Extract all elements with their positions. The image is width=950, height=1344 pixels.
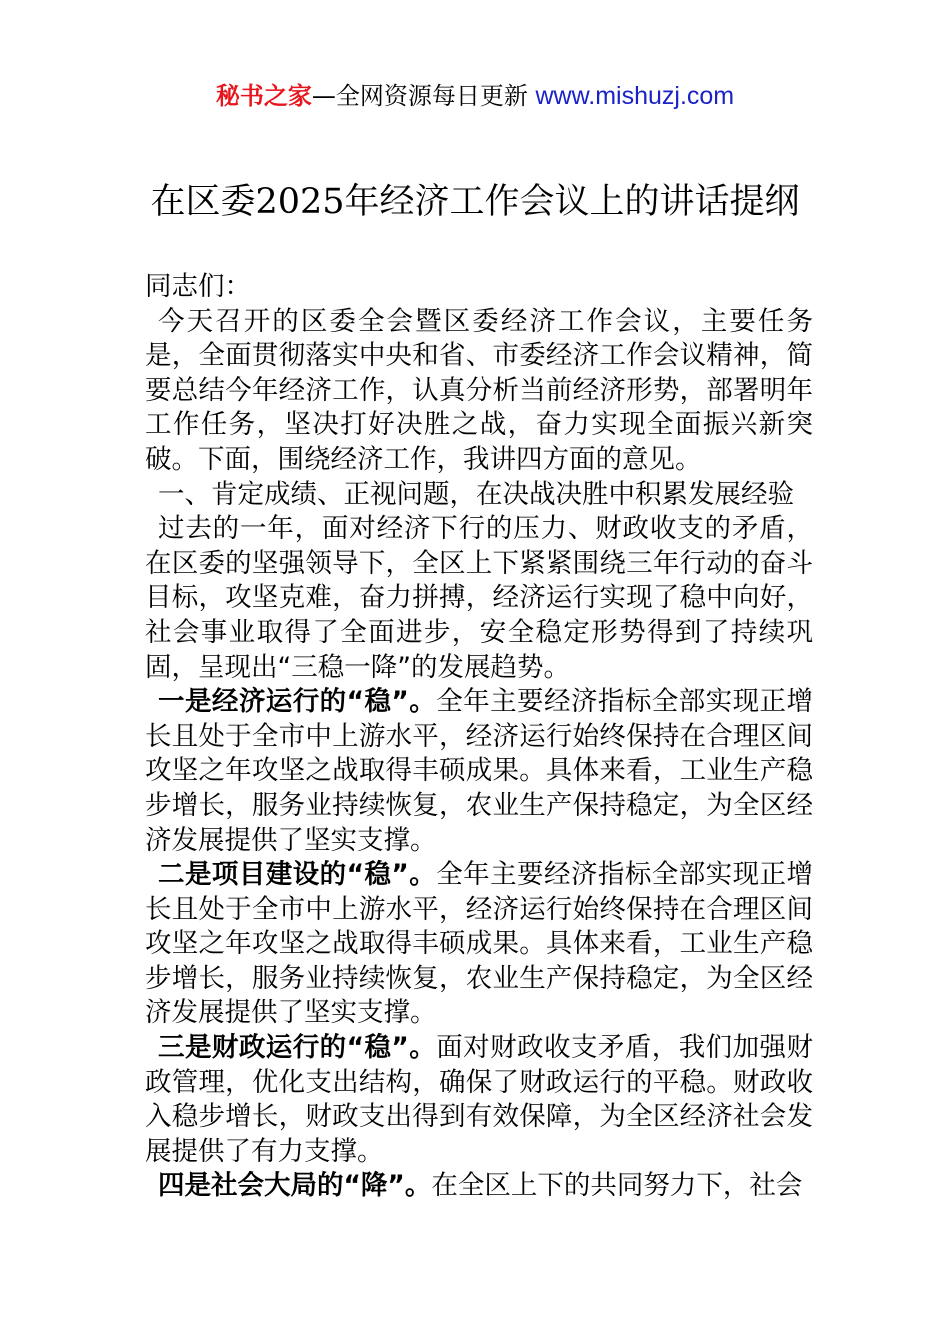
salutation: 同志们： [145, 271, 251, 302]
paragraph-text: 全年主要经济指标全部实现正增长且处于全市中上游水平，经济运行始终保持在合理区间攻坚之年攻坚之战取得丰硕成果。具体来看，工业生产稳步增长，服务业持续恢复，农业生产保持稳定，为全区经济发展提供了坚实支撑。 [145, 859, 813, 1029]
document-body [145, 270, 813, 1204]
paragraph-review [145, 512, 813, 685]
paragraph-point-4 [145, 1169, 813, 1204]
site-url-link[interactable]: www.mishuzj.com [535, 82, 735, 110]
paragraph-text: 过去的一年，面对经济下行的压力、财政收支的矛盾，在区委的坚强领导下，全区上下紧紧围绕三年行动的奋斗目标，攻坚克难，奋力拼搏，经济运行实现了稳中向好，社会事业取得了全面进步，安全稳定形势得到了持续巩固，呈现出“三稳一降”的发展趋势。 [145, 513, 813, 683]
site-banner [0, 80, 950, 112]
paragraph-point-2 [145, 858, 813, 1031]
point-lead: 四是社会大局的“降”。 [158, 1170, 432, 1202]
paragraph-text: 在全区上下的共同努力下，社会 [431, 1170, 803, 1202]
point-lead: 三是财政运行的“稳”。 [158, 1032, 437, 1064]
paragraph-intro [145, 305, 813, 478]
point-lead: 二是项目建设的“稳”。 [158, 859, 437, 891]
paragraph-point-1 [145, 685, 813, 858]
paragraph-point-3 [145, 1031, 813, 1169]
section-heading-1 [145, 478, 813, 513]
document-title: 在区委2025年经济工作会议上的讲话提纲 [150, 182, 800, 222]
paragraph-text: 面对财政收支矛盾，我们加强财政管理，优化支出结构，确保了财政运行的平稳。财政收入稳步增长，财政支出得到有效保障，为全区经济社会发展提供了有力支撑。 [145, 1032, 813, 1167]
paragraph-text: 全年主要经济指标全部实现正增长且处于全市中上游水平，经济运行始终保持在合理区间攻坚之年攻坚之战取得丰硕成果。具体来看，工业生产稳步增长，服务业持续恢复，农业生产保持稳定，为全区经济发展提供了坚实支撑。 [145, 686, 813, 856]
section-heading-text: 一、肯定成绩、正视问题，在决战决胜中积累发展经验 [158, 478, 794, 510]
banner-tagline: —全网资源每日更新 [311, 82, 536, 110]
brand-name: 秘书之家 [215, 82, 312, 110]
point-lead: 一是经济运行的“稳”。 [158, 686, 437, 718]
paragraph-text: 今天召开的区委全会暨区委经济工作会议，主要任务是，全面贯彻落实中央和省、市委经济工作会议精神，简要总结今年经济工作，认真分析当前经济形势，部署明年工作任务，坚决打好决胜之战，奋力实现全面振兴新突破。下面，围绕经济工作，我讲四方面的意见。 [145, 305, 813, 475]
